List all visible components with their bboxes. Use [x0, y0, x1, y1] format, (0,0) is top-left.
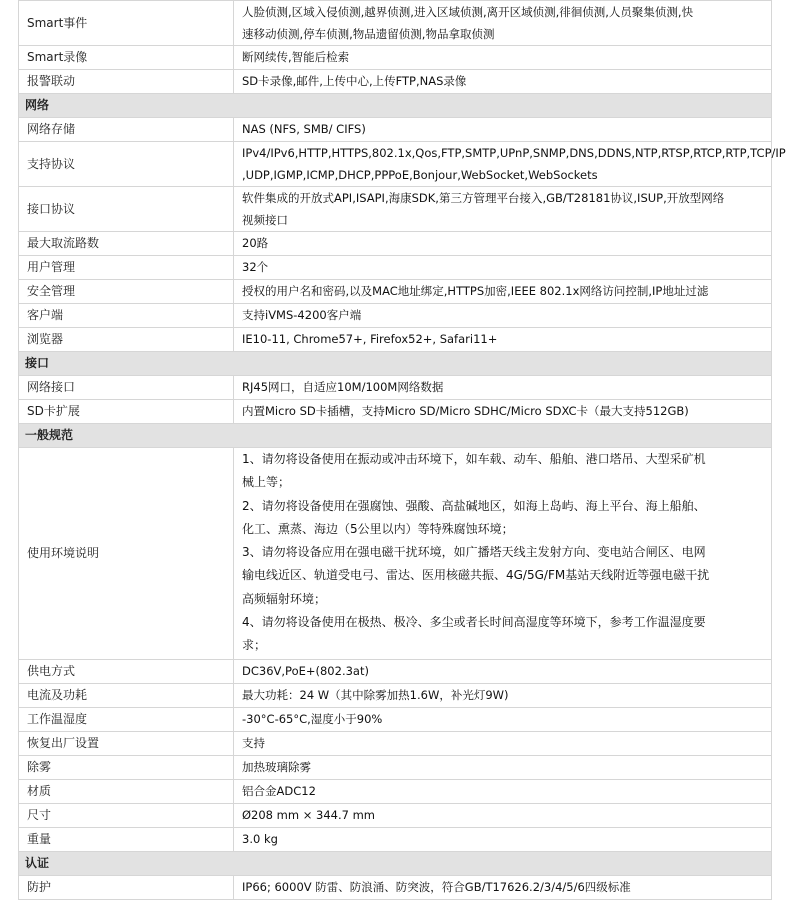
spec-value: [234, 256, 772, 280]
spec-row: [19, 803, 772, 827]
spec-row: [19, 304, 772, 328]
spec-value-line: 20路: [242, 236, 269, 250]
spec-row: [19, 683, 772, 707]
spec-value: [234, 875, 772, 899]
spec-row: [19, 400, 772, 424]
spec-value-line: 授权的用户名和密码,以及MAC地址绑定,HTTPS加密,IEEE 802.1x网络访问控制,IP地址过滤: [242, 284, 709, 298]
spec-value-line: 软件集成的开放式API,ISAPI,海康SDK,第三方管理平台接入,GB/T28181协议,ISUP,开放型网络: [242, 191, 725, 205]
spec-value: [234, 755, 772, 779]
spec-value-line: 3、请勿将设备应用在强电磁干扰环境，如广播塔天线主发射方向、变电站合闸区、电网: [242, 545, 706, 560]
spec-row: [19, 142, 772, 187]
spec-value-line: 内置Micro SD卡插槽，支持Micro SD/Micro SDHC/Micro SDXC卡（最大支持512GB): [242, 404, 689, 418]
spec-value-line: -30°C-65°C,湿度小于90%: [242, 711, 383, 726]
spec-row: [19, 187, 772, 232]
spec-label: 接口协议: [19, 187, 234, 232]
section-header-row: [19, 851, 772, 875]
spec-label: 除雾: [19, 755, 234, 779]
spec-value: [234, 46, 772, 70]
spec-label: SD卡扩展: [19, 400, 234, 424]
spec-value-line: 视频接口: [242, 213, 288, 227]
section-header: 认证: [19, 851, 772, 875]
spec-row: [19, 779, 772, 803]
section-header: 网络: [19, 94, 772, 118]
spec-label: 电流及功耗: [19, 683, 234, 707]
spec-row: [19, 875, 772, 899]
section-header-row: [19, 424, 772, 448]
spec-row: [19, 256, 772, 280]
section-header: 一般规范: [19, 424, 772, 448]
spec-row: [19, 232, 772, 256]
spec-value: [234, 304, 772, 328]
spec-row: [19, 280, 772, 304]
spec-value-line: NAS (NFS, SMB/ CIFS): [242, 122, 366, 136]
spec-value: [234, 448, 772, 660]
spec-label: 恢复出厂设置: [19, 731, 234, 755]
spec-value: [234, 376, 772, 400]
spec-label: 支持协议: [19, 142, 234, 187]
spec-row: [19, 448, 772, 660]
spec-value-line: 求；: [242, 638, 267, 653]
spec-label: 供电方式: [19, 659, 234, 683]
spec-row: [19, 755, 772, 779]
spec-value: [234, 328, 772, 352]
spec-value: [234, 232, 772, 256]
spec-value-line: 人脸侦测,区域入侵侦测,越界侦测,进入区域侦测,离开区域侦测,徘徊侦测,人员聚集侦测,快: [242, 5, 694, 19]
spec-row: [19, 70, 772, 94]
spec-value-line: 32个: [242, 260, 269, 274]
spec-value: [234, 827, 772, 851]
spec-label: 浏览器: [19, 328, 234, 352]
spec-value: [234, 803, 772, 827]
spec-value: [234, 400, 772, 424]
spec-row: [19, 328, 772, 352]
spec-value-line: 加热玻璃除雾: [242, 759, 311, 774]
spec-value: [234, 280, 772, 304]
spec-value-line: 1、请勿将设备使用在振动或冲击环境下，如车载、动车、船舶、港口塔吊、大型采矿机: [242, 452, 706, 466]
spec-label: Smart事件: [19, 1, 234, 46]
spec-value-line: ,UDP,IGMP,ICMP,DHCP,PPPoE,Bonjour,WebSocket,WebSockets: [242, 168, 598, 182]
spec-value: [234, 70, 772, 94]
spec-row: [19, 1, 772, 46]
spec-label: Smart录像: [19, 46, 234, 70]
spec-value-line: 断网续传,智能后检索: [242, 50, 350, 64]
spec-value-line: 2、请勿将设备使用在强腐蚀、强酸、高盐碱地区，如海上岛屿、海上平台、海上船舶、: [242, 498, 706, 513]
spec-value-line: 高频辐射环境；: [242, 591, 327, 606]
section-header: 接口: [19, 352, 772, 376]
section-header-row: [19, 94, 772, 118]
spec-label: 网络存储: [19, 118, 234, 142]
spec-value: [234, 659, 772, 683]
spec-value-line: 支持: [242, 735, 265, 750]
spec-label: 安全管理: [19, 280, 234, 304]
spec-value-line: IP66; 6000V 防雷、防浪涌、防突波，符合GB/T17626.2/3/4/5/6四级标准: [242, 879, 631, 894]
spec-label: 客户端: [19, 304, 234, 328]
spec-value-line: RJ45网口，自适应10M/100M网络数据: [242, 380, 444, 394]
spec-table: [18, 0, 786, 900]
spec-value: [234, 118, 772, 142]
spec-value-line: 最大功耗：24 W（其中除雾加热1.6W，补光灯9W): [242, 687, 509, 702]
spec-label: 用户管理: [19, 256, 234, 280]
spec-row: [19, 707, 772, 731]
spec-value-line: IE10-11, Chrome57+, Firefox52+, Safari11+: [242, 332, 498, 346]
spec-label: 工作温湿度: [19, 707, 234, 731]
spec-row: [19, 376, 772, 400]
spec-value-line: SD卡录像,邮件,上传中心,上传FTP,NAS录像: [242, 74, 467, 88]
spec-value-line: DC36V,PoE+(802.3at): [242, 663, 369, 678]
spec-value-line: IPv4/IPv6,HTTP,HTTPS,802.1x,Qos,FTP,SMTP,UPnP,SNMP,DNS,DDNS,NTP,RTSP,RTCP,RTP,TCP/IP: [242, 146, 786, 160]
spec-label: 报警联动: [19, 70, 234, 94]
spec-value-line: 化工、熏蒸、海边（5公里以内）等特殊腐蚀环境；: [242, 521, 514, 536]
spec-value-line: 支持iVMS-4200客户端: [242, 308, 362, 322]
section-header-row: [19, 352, 772, 376]
spec-value-line: 械上等；: [242, 475, 291, 490]
spec-value: [234, 142, 786, 187]
spec-value-line: 输电线近区、轨道受电弓、雷达、医用核磁共振、4G/5G/FM基站天线附近等强电磁干扰: [242, 568, 710, 583]
spec-value-line: 铝合金ADC12: [242, 783, 316, 798]
spec-row: [19, 827, 772, 851]
spec-value: [234, 779, 772, 803]
spec-value: [234, 187, 772, 232]
spec-label: 使用环境说明: [19, 448, 234, 660]
spec-label: 防护: [19, 875, 234, 899]
spec-table-body: [19, 1, 786, 900]
spec-label: 最大取流路数: [19, 232, 234, 256]
spec-label: 材质: [19, 779, 234, 803]
spec-value-line: Ø208 mm × 344.7 mm: [242, 807, 375, 822]
spec-row: [19, 118, 772, 142]
spec-value-line: 3.0 kg: [242, 831, 278, 846]
spec-value-line: 4、请勿将设备使用在极热、极冷、多尘或者长时间高湿度等环境下，参考工作温湿度要: [242, 615, 706, 630]
spec-value: [234, 1, 772, 46]
spec-label: 尺寸: [19, 803, 234, 827]
spec-label: 重量: [19, 827, 234, 851]
spec-value: [234, 707, 772, 731]
spec-row: [19, 46, 772, 70]
spec-value: [234, 731, 772, 755]
spec-value-line: 速移动侦测,停车侦测,物品遗留侦测,物品拿取侦测: [242, 27, 495, 41]
spec-value: [234, 683, 772, 707]
spec-row: [19, 659, 772, 683]
spec-label: 网络接口: [19, 376, 234, 400]
spec-row: [19, 731, 772, 755]
